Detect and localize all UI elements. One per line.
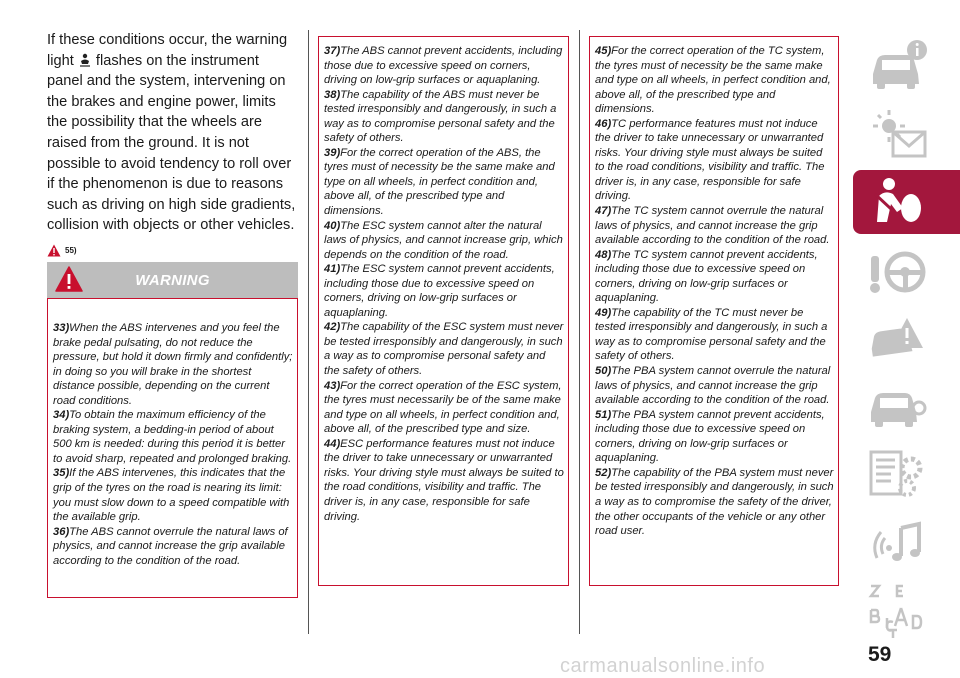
tab-safety[interactable]	[853, 170, 960, 234]
tab-starting-driving[interactable]	[853, 238, 960, 302]
warning-triangle-icon	[55, 266, 83, 292]
note-item: 51)The PBA system cannot prevent accidents, including those due to excessive speed on corners, driving on low-grip surfaces or aquaplaning.	[595, 408, 825, 465]
note-item: 33)When the ABS intervenes and you feel the brake pedal pulsating, do not reduce the pressure, but hold it down firmly and confidently; in doing so you will brake in the shortest distance possible, depending on the current road conditions.	[53, 322, 293, 407]
warning-triangle-icon	[47, 244, 61, 257]
note-item: 45)For the correct operation of the TC system, the tyres must of necessity be the same make and type on all wheels, in perfect condition and, above all, of the prescribed type and dimensions.	[595, 45, 831, 116]
car-info-icon	[867, 38, 929, 94]
warning-title: WARNING	[135, 271, 210, 289]
intro-paragraph	[47, 30, 298, 236]
note-item: 36)The ABS cannot overrule the natural laws of physics, and cannot increase the grip available according to the condition of the road.	[53, 525, 288, 567]
intro-text-start: If these conditions occur, the warning light	[47, 32, 288, 69]
tab-index[interactable]	[853, 578, 960, 642]
note-item: 47)The TC system cannot overrule the natural laws of physics, and cannot increase the grip available according to the condition of the road.	[595, 205, 830, 247]
intro-text-end: flashes on the instrument panel and the system, intervening on the brakes and engine power, limits the possibility that the wheels are raised from the ground. It is not possible to avoid tendency to roll over if the phenomenon is due to reasons such as driving on high side gradients, collision with objects or other vehicles.	[47, 52, 296, 234]
technical-data-icon	[867, 446, 929, 502]
note-item: 49)The capability of the TC must never be tested irresponsibly and dangerously, in such a way as to compromise personal safety and the safety of others.	[595, 306, 828, 363]
warning-notes-box-2	[318, 36, 569, 586]
note-item: 37)The ABS cannot prevent accidents, including those due to excessive speed on corners, driving on low-grip surfaces or aquaplaning.	[324, 45, 563, 87]
tab-multimedia[interactable]	[853, 510, 960, 574]
note-item: 43)For the correct operation of the ESC system, the tyres must necessarily be of the same make and type on all wheels, in perfect condition and, above all, of the prescribed type and size.	[324, 379, 562, 436]
multimedia-icon	[867, 514, 929, 570]
note-item: 50)The PBA system cannot overrule the natural laws of physics, and cannot increase the grip available according to the condition of the road.	[595, 365, 831, 407]
warning-reference[interactable]	[47, 244, 298, 257]
note-item: 39)For the correct operation of the ABS, the tyres must of necessity be the same make and type on all wheels, in perfect condition and, above all, of the prescribed type and dimensions.	[324, 146, 555, 218]
column-divider	[579, 30, 580, 634]
note-item: 40)The ESC system cannot alter the natural laws of physics, and cannot increase grip, which depends on the condition of the road.	[324, 219, 563, 261]
index-icon	[867, 582, 929, 638]
warning-lights-icon	[867, 106, 929, 162]
reference-number: 55)	[65, 245, 77, 255]
emergency-icon	[867, 310, 929, 366]
note-item: 35)If the ABS intervenes, this indicates that the grip of the tyres on the road is nearing its limit: you must slow down to a speed compatible with the available grip.	[53, 467, 290, 524]
note-item: 44)ESC performance features must not induce the driver to take unnecessary or unwarranted risks. Your driving style must always be suited to the road conditions, visibility and traffic. The driver is, in any case, responsible for safe driving.	[324, 437, 564, 523]
tab-emergency[interactable]	[853, 306, 960, 370]
steering-wheel-icon	[867, 242, 929, 298]
watermark: carmanualsonline.info	[560, 655, 766, 677]
car-maintenance-icon	[867, 378, 929, 434]
page-number: 59	[868, 643, 892, 666]
note-item: 41)The ESC system cannot prevent accidents, including those due to excessive speed on corners, driving on low-grip surfaces or aquaplaning.	[324, 263, 555, 319]
note-item: 48)The TC system cannot prevent accidents, including those due to excessive speed on corners, driving on low-grip surfaces or aquaplaning.	[595, 248, 818, 305]
tab-car-info[interactable]	[853, 34, 960, 98]
warning-notes-box-1	[47, 298, 298, 598]
safety-airbag-icon	[867, 174, 929, 230]
warning-header	[47, 262, 298, 298]
chapter-sidebar	[853, 34, 960, 646]
tab-warning-lights[interactable]	[853, 102, 960, 166]
intro-column	[47, 30, 298, 257]
tab-technical-data[interactable]	[853, 442, 960, 506]
tab-maintenance[interactable]	[853, 374, 960, 438]
note-item: 34)To obtain the maximum efficiency of the braking system, a bedding-in period of about 500 km is needed: during this period it is better to avoid sharp, repeated and prolonged braking.	[53, 409, 292, 465]
note-item: 52)The capability of the PBA system must never be tested irresponsibly and dangerously, in such a way as to compromise the safety of the driver, the other occupants of the vehicle or any other road user.	[595, 466, 834, 538]
note-item: 46)TC performance features must not induce the driver to take unnecessary or unwarranted risks. Your driving style must always be suited to the road conditions, visibility and traffic. The driver is, in any case, responsible for safe driving.	[595, 117, 825, 203]
note-item: 42)The capability of the ESC system must never be tested irresponsibly and dangerously, in such a way as to compromise personal safety and the safety of others.	[324, 321, 564, 378]
column-divider	[308, 30, 309, 634]
warning-notes-box-3	[589, 36, 839, 586]
note-item: 38)The capability of the ABS must never be tested irresponsibly and dangerously, in such a way as to compromise personal safety and the safety of others.	[324, 88, 557, 145]
rollover-warning-icon	[79, 53, 91, 67]
